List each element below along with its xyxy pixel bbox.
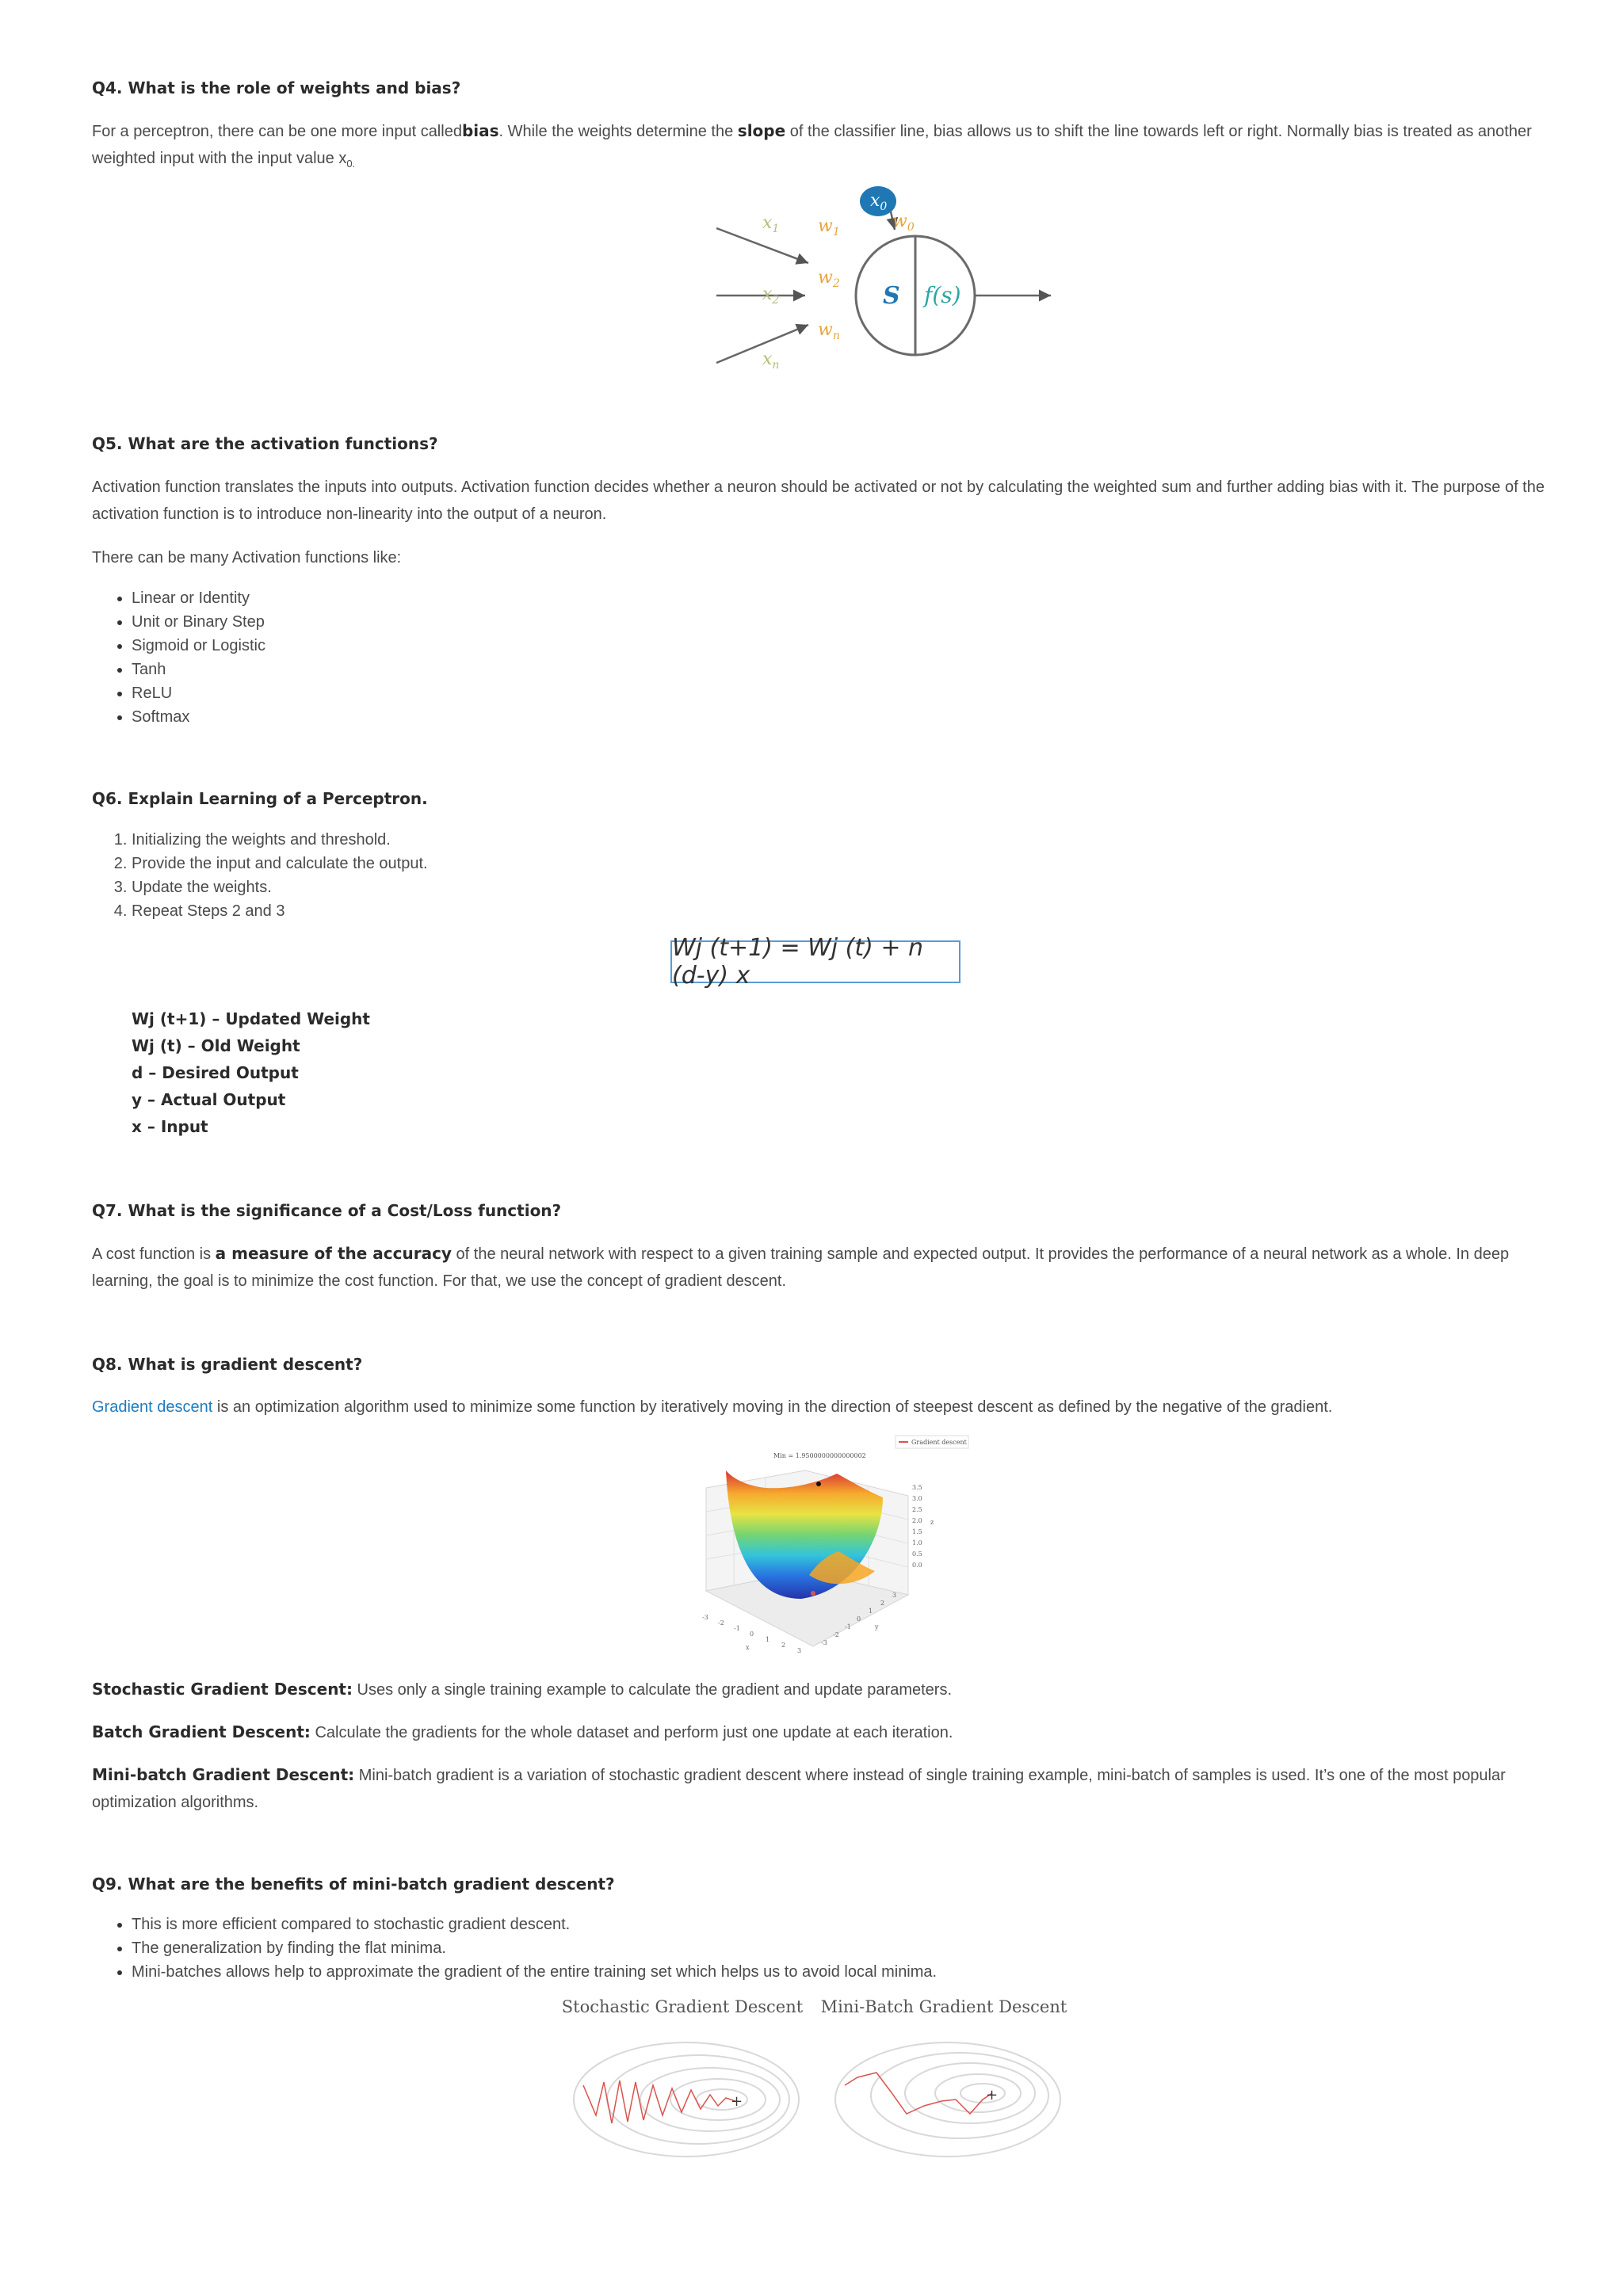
list-item: 3. Update the weights. bbox=[132, 875, 428, 899]
gradient-descent-link[interactable]: Gradient descent bbox=[92, 1398, 213, 1416]
q7-paragraph: A cost function is a measure of the accuracy of the neural network with respect to a given training sample and expected output. It provides the performance of a neural network as a whole. In deep learning, the goal is to minimize the cost function. For that, we use the concept of gradient descent. bbox=[92, 1244, 1510, 1290]
x1-label: $x_1$ bbox=[762, 213, 780, 235]
svg-text:-3: -3 bbox=[702, 1614, 708, 1621]
q8-paragraph: Gradient descent is an optimization algorithm used to minimize some function by iteratively moving in the direction of steepest descent as defined by the negative of the gradient. bbox=[92, 1398, 1333, 1416]
svg-text:2: 2 bbox=[880, 1600, 885, 1607]
legend-item: Wj (t) – Old Weight bbox=[132, 1036, 300, 1055]
q5-paragraph-2: There can be many Activation functions like: bbox=[92, 549, 402, 566]
svg-text:1.0: 1.0 bbox=[912, 1539, 922, 1547]
svg-text:z: z bbox=[930, 1519, 934, 1526]
svg-text:2: 2 bbox=[781, 1642, 786, 1649]
w1-label: $w_1$ bbox=[818, 216, 840, 238]
svg-text:3: 3 bbox=[892, 1592, 897, 1599]
list-item: • Unit or Binary Step bbox=[132, 610, 265, 634]
svg-text:2.0: 2.0 bbox=[912, 1517, 922, 1524]
list-item: 2. Provide the input and calculate the output. bbox=[132, 852, 428, 875]
minibatch-path bbox=[845, 2073, 992, 2114]
list-item: • The generalization by finding the flat minima. bbox=[132, 1936, 937, 1960]
list-item: • Mini-batches allows help to approximate the gradient of the entire training set which helps us to avoid local minima. bbox=[132, 1960, 937, 1984]
q5-heading: Q5. What are the activation functions? bbox=[92, 434, 438, 453]
sum-label: S bbox=[883, 282, 900, 310]
q7-heading: Q7. What is the significance of a Cost/Loss function? bbox=[92, 1201, 562, 1220]
svg-text:x: x bbox=[746, 1644, 750, 1651]
list-item: • Sigmoid or Logistic bbox=[132, 634, 265, 658]
mini-batch-benefits-list bbox=[92, 1913, 937, 1984]
w2-label: $w_2$ bbox=[818, 268, 840, 290]
q8-heading: Q8. What is gradient descent? bbox=[92, 1355, 363, 1374]
svg-text:+: + bbox=[731, 2093, 743, 2110]
svg-text:-2: -2 bbox=[833, 1631, 839, 1638]
sgd-vs-minibatch-figure bbox=[559, 1997, 1083, 2171]
fig-right-title: Mini-Batch Gradient Descent bbox=[820, 1997, 1067, 2016]
fig-left-title: Stochastic Gradient Descent bbox=[561, 1997, 804, 2016]
list-item: • This is more efficient compared to stochastic gradient descent. bbox=[132, 1913, 937, 1936]
plot-legend: Gradient descent bbox=[911, 1439, 967, 1446]
svg-text:2.5: 2.5 bbox=[912, 1506, 922, 1513]
svg-text:-1: -1 bbox=[734, 1625, 740, 1632]
svg-text:3.5: 3.5 bbox=[912, 1484, 922, 1491]
list-item: • ReLU bbox=[132, 681, 265, 705]
sgd-path bbox=[583, 2081, 735, 2123]
bgd-paragraph: Batch Gradient Descent: Calculate the gradients for the whole dataset and perform just one update at each iteration. bbox=[92, 1722, 953, 1741]
q5-paragraph-1: Activation function translates the inputs into outputs. Activation function decides whether a neuron should be activated or not by calculating the weighted sum and further adding bias with it. The purpose of the activation function is to introduce non-linearity into the output of a neuron. bbox=[92, 479, 1545, 523]
list-item: • Softmax bbox=[132, 705, 265, 729]
sgd-paragraph: Stochastic Gradient Descent: Uses only a single training example to calculate the gradient and update parameters. bbox=[92, 1680, 953, 1699]
svg-text:0.0: 0.0 bbox=[912, 1562, 922, 1569]
activation-label: f(s) bbox=[924, 282, 961, 308]
svg-text:1: 1 bbox=[766, 1636, 770, 1643]
svg-text:+: + bbox=[986, 2087, 999, 2103]
q4-paragraph: For a perceptron, there can be one more input calledbias. While the weights determine the slope of the classifier line, bias allows us to shift the line towards left or right. Normally bias is treated as another weighted input with the input value $x_{0.}$ bbox=[92, 121, 1532, 170]
wn-label: $w_n$ bbox=[818, 320, 840, 342]
svg-text:0: 0 bbox=[750, 1630, 754, 1638]
legend-item: y – Actual Output bbox=[132, 1090, 286, 1109]
learning-steps bbox=[92, 828, 428, 923]
xn-label: $x_n$ bbox=[762, 349, 780, 372]
svg-text:-3: -3 bbox=[821, 1639, 827, 1646]
svg-text:y: y bbox=[875, 1623, 879, 1630]
plot-min-label: Min = 1.9500000000000002 bbox=[773, 1452, 866, 1459]
legend-item: d – Desired Output bbox=[132, 1063, 299, 1082]
x0-label: $x_0$ bbox=[870, 191, 888, 213]
q6-heading: Q6. Explain Learning of a Perceptron. bbox=[92, 789, 428, 808]
legend-item: x – Input bbox=[132, 1117, 208, 1136]
w0-label: $w_0$ bbox=[892, 212, 915, 234]
list-item: • Linear or Identity bbox=[132, 586, 265, 610]
list-item: • Tanh bbox=[132, 658, 265, 681]
legend-item: Wj (t+1) – Updated Weight bbox=[132, 1009, 370, 1028]
formula-text: Wj (t+1) = Wj (t) + n (d-y) x bbox=[672, 934, 924, 990]
svg-text:-2: -2 bbox=[718, 1619, 724, 1627]
svg-text:1: 1 bbox=[869, 1608, 873, 1615]
gradient-descent-3d-plot bbox=[670, 1432, 972, 1662]
q4-heading: Q4. What is the role of weights and bias? bbox=[92, 78, 461, 97]
svg-text:0.5: 0.5 bbox=[912, 1550, 922, 1558]
activation-list bbox=[92, 586, 265, 729]
perceptron-diagram bbox=[663, 182, 1075, 372]
list-item: 1. Initializing the weights and threshold. bbox=[132, 828, 428, 852]
svg-text:3.0: 3.0 bbox=[912, 1495, 922, 1502]
svg-text:3: 3 bbox=[797, 1647, 802, 1654]
mbgd-paragraph: Mini-batch Gradient Descent: Mini-batch gradient is a variation of stochastic gradient descent where instead of single training example, mini-batch of samples is used. It’s one of the most popular optimization algorithms. bbox=[92, 1765, 1506, 1811]
svg-text:1.5: 1.5 bbox=[912, 1528, 922, 1535]
x2-label: $x_2$ bbox=[762, 284, 780, 307]
formula-legend bbox=[132, 1005, 370, 1140]
q9-heading: Q9. What are the benefits of mini-batch gradient descent? bbox=[92, 1875, 615, 1894]
svg-text:-1: -1 bbox=[845, 1623, 851, 1630]
weight-update-formula bbox=[670, 934, 960, 990]
list-item: 4. Repeat Steps 2 and 3 bbox=[132, 899, 428, 923]
svg-text:0: 0 bbox=[857, 1615, 861, 1623]
